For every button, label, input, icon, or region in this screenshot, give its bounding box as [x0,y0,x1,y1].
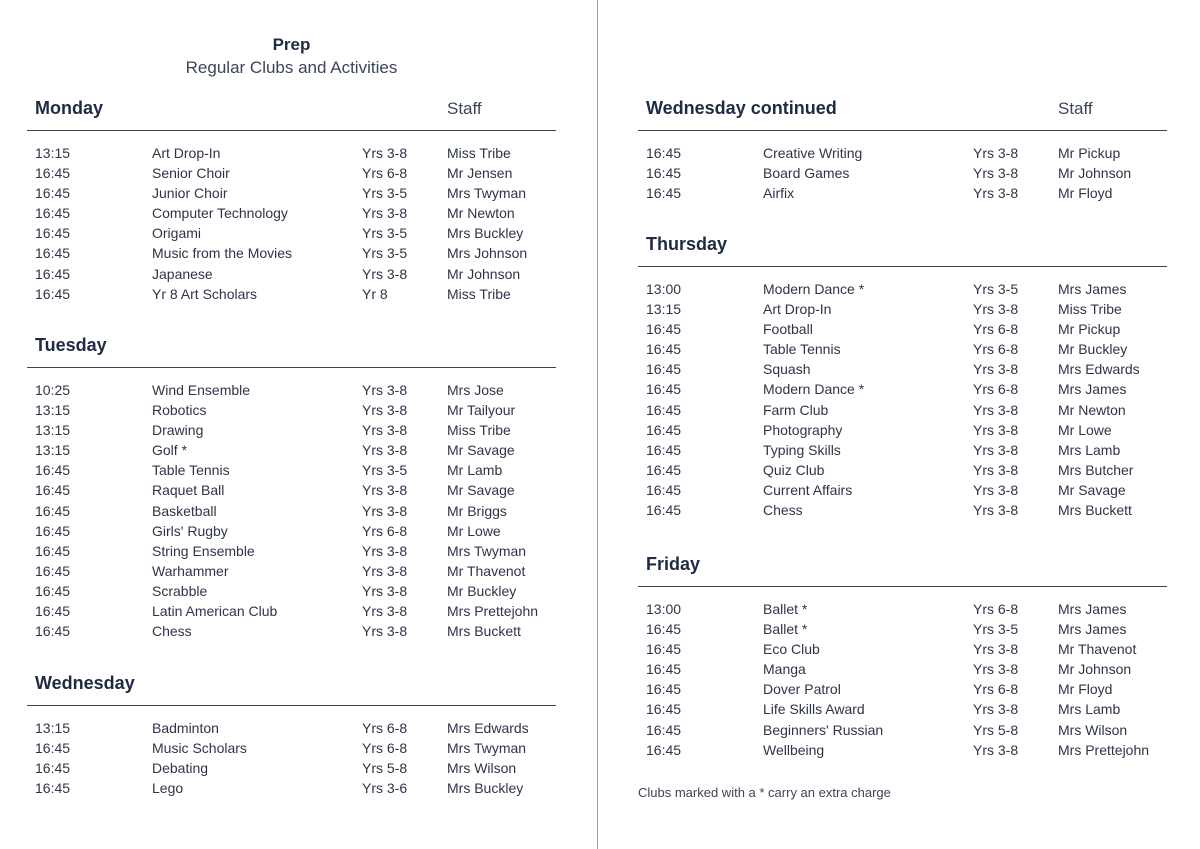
year-group-cell: Yrs 3-8 [973,165,1019,182]
club-cell: Computer Technology [152,205,288,222]
day-heading: Friday [646,554,701,574]
staff-column-heading: Staff [447,99,482,118]
year-group-cell: Yrs 3-8 [362,205,408,222]
day-heading: Monday [35,98,104,118]
day-heading: Wednesday [35,673,135,693]
section-tuesday [27,333,556,642]
activity-row [638,184,1167,204]
activity-row [27,381,556,401]
day-heading: Tuesday [35,335,107,355]
page-divider [597,0,598,849]
year-group-cell: Yrs 3-8 [973,401,1019,418]
staff-cell: Miss Tribe [447,285,511,302]
year-group-cell: Yrs 3-8 [362,542,408,559]
activity-list [638,131,1167,204]
time-cell: 16:45 [646,145,682,161]
staff-cell: Miss Tribe [447,422,511,439]
club-cell: Photography [763,421,843,438]
time-cell: 16:45 [646,165,682,182]
year-group-cell: Yrs 3-8 [973,301,1019,318]
club-cell: Latin American Club [152,603,278,620]
staff-cell: Mrs James [1058,281,1127,297]
staff-cell: Mr Buckley [447,582,517,599]
section-header [638,232,1167,267]
activity-row [27,244,556,264]
activity-row [27,602,556,622]
activity-row [27,542,556,562]
club-cell: Junior Choir [152,185,228,202]
year-group-cell: Yrs 3-8 [973,145,1019,161]
club-cell: String Ensemble [152,542,255,559]
activity-row [638,401,1167,421]
club-cell: Origami [152,225,202,242]
section-header [27,333,556,368]
time-cell: 16:45 [35,522,71,539]
club-cell: Quiz Club [763,461,825,478]
staff-cell: Mrs Wilson [1058,721,1128,738]
year-group-cell: Yrs 3-8 [362,422,408,439]
page-title: Prep [272,35,311,54]
activity-row [27,562,556,582]
year-group-cell: Yrs 3-5 [362,462,408,479]
section-friday [638,552,1167,761]
time-cell: 16:45 [35,265,71,282]
time-cell: 13:15 [646,301,682,318]
activity-row [27,779,556,799]
staff-cell: Mr Buckley [1058,341,1128,358]
time-cell: 16:45 [35,225,71,242]
activity-row [638,421,1167,441]
time-cell: 16:45 [646,661,682,678]
club-cell: Basketball [152,502,217,519]
activity-row [638,620,1167,640]
activity-row [27,461,556,481]
club-cell: Badminton [152,720,219,736]
activity-row [638,441,1167,461]
activity-list [27,706,556,799]
activity-row [638,320,1167,340]
time-cell: 16:45 [35,245,71,262]
year-group-cell: Yrs 6-8 [973,381,1019,398]
staff-column-heading: Staff [1058,99,1093,118]
staff-cell: Mrs James [1058,381,1127,398]
staff-cell: Mr Floyd [1058,185,1113,202]
activity-row [638,680,1167,700]
staff-cell: Mrs Butcher [1058,461,1134,478]
activity-row [638,600,1167,620]
time-cell: 13:15 [35,422,71,439]
club-cell: Squash [763,361,811,378]
year-group-cell: Yrs 6-8 [973,341,1019,358]
activity-row [27,481,556,501]
time-cell: 13:15 [35,145,71,161]
page-subtitle: Regular Clubs and Activities [185,58,398,77]
time-cell: 16:45 [35,562,71,579]
staff-cell: Miss Tribe [447,145,511,161]
staff-cell: Mr Thavenot [1058,641,1137,658]
year-group-cell: Yrs 3-8 [973,441,1019,458]
time-cell: 16:45 [35,285,71,302]
time-cell: 16:45 [35,502,71,519]
day-heading: Thursday [646,234,728,254]
staff-cell: Mr Jensen [447,165,513,182]
club-cell: Warhammer [152,562,229,579]
time-cell: 16:45 [35,205,71,222]
year-group-cell: Yr 8 [362,285,388,302]
staff-cell: Mr Thavenot [447,562,526,579]
year-group-cell: Yrs 3-8 [362,382,408,398]
activity-row [27,204,556,224]
staff-cell: Mr Newton [447,205,515,222]
activity-list [638,587,1167,761]
staff-cell: Miss Tribe [1058,301,1122,318]
staff-cell: Mrs Buckley [447,225,524,242]
section-header [27,671,556,706]
club-cell: Ballet * [763,601,808,617]
activity-row [27,265,556,285]
time-cell: 13:00 [646,281,682,297]
activity-row [638,700,1167,720]
time-cell: 16:45 [35,185,71,202]
time-cell: 16:45 [646,401,682,418]
club-cell: Chess [152,623,192,640]
year-group-cell: Yrs 6-8 [362,720,408,736]
staff-cell: Mrs Edwards [1058,361,1140,378]
club-cell: Music Scholars [152,740,247,757]
activity-row [27,719,556,739]
club-cell: Debating [152,760,209,777]
club-cell: Modern Dance * [763,381,865,398]
club-cell: Robotics [152,402,207,419]
staff-cell: Mr Savage [1058,481,1126,498]
time-cell: 16:45 [646,441,682,458]
staff-cell: Mrs Edwards [447,720,529,736]
activity-row [638,660,1167,680]
club-cell: Current Affairs [763,481,853,498]
time-cell: 13:15 [35,402,71,419]
time-cell: 16:45 [35,603,71,620]
time-cell: 16:45 [35,482,71,499]
year-group-cell: Yrs 3-8 [973,741,1019,758]
club-cell: Farm Club [763,401,829,418]
activity-row [638,380,1167,400]
club-cell: Wellbeing [763,741,825,758]
year-group-cell: Yrs 3-5 [973,621,1019,638]
time-cell: 16:45 [646,502,682,519]
club-cell: Drawing [152,422,204,439]
year-group-cell: Yrs 3-8 [973,421,1019,438]
staff-cell: Mrs Jose [447,382,504,398]
time-cell: 16:45 [646,681,682,698]
time-cell: 16:45 [646,701,682,718]
staff-cell: Mr Lowe [1058,421,1112,438]
activity-row [27,522,556,542]
staff-cell: Mr Pickup [1058,145,1121,161]
time-cell: 16:45 [646,721,682,738]
year-group-cell: Yrs 3-8 [362,265,408,282]
year-group-cell: Yrs 5-8 [362,760,408,777]
staff-cell: Mrs Prettejohn [1058,741,1150,758]
club-cell: Table Tennis [152,462,230,479]
club-cell: Senior Choir [152,165,230,182]
year-group-cell: Yrs 3-8 [973,502,1019,519]
year-group-cell: Yrs 5-8 [973,721,1019,738]
time-cell: 13:15 [35,720,71,736]
time-cell: 10:25 [35,382,71,398]
club-cell: Music from the Movies [152,245,293,262]
year-group-cell: Yrs 6-8 [362,740,408,757]
club-cell: Board Games [763,165,850,182]
time-cell: 16:45 [646,641,682,658]
year-group-cell: Yrs 3-8 [973,701,1019,718]
day-heading: Wednesday continued [646,98,837,118]
year-group-cell: Yrs 3-8 [973,461,1019,478]
club-cell: Table Tennis [763,341,841,358]
activity-row [638,144,1167,164]
staff-cell: Mrs Lamb [1058,701,1121,718]
activity-row [638,481,1167,501]
club-cell: Girls' Rugby [152,522,228,539]
year-group-cell: Yrs 6-8 [973,681,1019,698]
club-cell: Art Drop-In [152,145,221,161]
club-cell: Lego [152,780,184,797]
time-cell: 16:45 [35,165,71,182]
staff-cell: Mr Savage [447,442,515,459]
year-group-cell: Yrs 6-8 [362,165,408,182]
year-group-cell: Yrs 3-8 [362,582,408,599]
club-cell: Beginners' Russian [763,721,884,738]
footnote: Clubs marked with a * carry an extra charge [638,785,891,800]
time-cell: 16:45 [35,780,71,797]
year-group-cell: Yrs 6-8 [973,601,1019,617]
club-cell: Manga [763,661,806,678]
section-thursday [638,232,1167,521]
club-cell: Ballet * [763,621,808,638]
year-group-cell: Yrs 3-8 [362,402,408,419]
section-header [638,552,1167,587]
section-monday [27,96,556,305]
staff-cell: Mrs Buckett [1058,502,1132,519]
year-group-cell: Yrs 3-5 [973,281,1019,297]
staff-cell: Mrs Twyman [447,542,527,559]
activity-row [638,280,1167,300]
activity-list [27,368,556,642]
activity-row [27,582,556,602]
staff-cell: Mr Pickup [1058,321,1121,338]
activity-row [27,739,556,759]
staff-cell: Mrs Johnson [447,245,528,262]
year-group-cell: Yrs 3-5 [362,185,408,202]
staff-cell: Mrs Wilson [447,760,517,777]
title-block [27,34,556,80]
staff-cell: Mr Lowe [447,522,501,539]
activity-row [638,721,1167,741]
year-group-cell: Yrs 3-8 [973,361,1019,378]
year-group-cell: Yrs 3-8 [973,185,1019,202]
activity-row [27,144,556,164]
section-header [638,96,1167,131]
staff-cell: Mrs Twyman [447,740,527,757]
year-group-cell: Yrs 3-6 [362,780,408,797]
time-cell: 16:45 [646,741,682,758]
year-group-cell: Yrs 3-8 [362,482,408,499]
year-group-cell: Yrs 3-8 [973,661,1019,678]
staff-cell: Mr Lamb [447,462,503,479]
time-cell: 16:45 [646,621,682,638]
staff-cell: Mr Savage [447,482,515,499]
activity-row [638,461,1167,481]
staff-cell: Mrs Lamb [1058,441,1121,458]
club-cell: Raquet Ball [152,482,225,499]
time-cell: 16:45 [646,421,682,438]
club-cell: Airfix [763,185,795,202]
staff-cell: Mr Tailyour [447,402,516,419]
club-cell: Football [763,321,813,338]
time-cell: 16:45 [35,740,71,757]
club-cell: Chess [763,502,803,519]
year-group-cell: Yrs 3-8 [973,481,1019,498]
staff-cell: Mrs Buckett [447,623,521,640]
year-group-cell: Yrs 3-8 [362,623,408,640]
club-cell: Scrabble [152,582,208,599]
staff-cell: Mr Johnson [1058,661,1132,678]
activity-row [27,164,556,184]
club-cell: Japanese [152,265,213,282]
activity-row [27,622,556,642]
activity-row [27,224,556,244]
year-group-cell: Yrs 3-8 [362,603,408,620]
staff-cell: Mrs James [1058,601,1127,617]
year-group-cell: Yrs 6-8 [362,522,408,539]
year-group-cell: Yrs 3-8 [362,442,408,459]
staff-cell: Mr Johnson [1058,165,1132,182]
staff-cell: Mrs Prettejohn [447,603,539,620]
club-cell: Dover Patrol [763,681,841,698]
club-cell: Wind Ensemble [152,382,251,398]
time-cell: 16:45 [35,623,71,640]
time-cell: 16:45 [35,542,71,559]
activity-row [638,640,1167,660]
staff-cell: Mrs James [1058,621,1127,638]
staff-cell: Mr Johnson [447,265,521,282]
year-group-cell: Yrs 3-8 [973,641,1019,658]
activity-row [638,360,1167,380]
year-group-cell: Yrs 3-8 [362,562,408,579]
section-wednesday [27,671,556,799]
time-cell: 16:45 [35,462,71,479]
staff-cell: Mrs Twyman [447,185,527,202]
club-cell: Art Drop-In [763,301,832,318]
time-cell: 16:45 [646,461,682,478]
club-cell: Eco Club [763,641,820,658]
activity-row [638,340,1167,360]
year-group-cell: Yrs 3-5 [362,245,408,262]
year-group-cell: Yrs 3-8 [362,145,408,161]
time-cell: 13:00 [646,601,682,617]
activity-row [27,401,556,421]
staff-cell: Mr Floyd [1058,681,1113,698]
staff-cell: Mr Briggs [447,502,507,519]
time-cell: 16:45 [646,361,682,378]
club-cell: Typing Skills [763,441,841,458]
activity-row [27,184,556,204]
time-cell: 16:45 [646,321,682,338]
activity-row [27,759,556,779]
activity-row [638,501,1167,521]
club-cell: Golf * [152,442,188,459]
activity-row [27,502,556,522]
staff-cell: Mrs Buckley [447,780,524,797]
time-cell: 16:45 [35,582,71,599]
activity-row [638,741,1167,761]
time-cell: 16:45 [646,185,682,202]
section-wednesday-continued [638,96,1167,204]
year-group-cell: Yrs 6-8 [973,321,1019,338]
year-group-cell: Yrs 3-8 [362,502,408,519]
activity-list [27,131,556,305]
time-cell: 16:45 [646,341,682,358]
activity-row [27,421,556,441]
activity-row [638,300,1167,320]
year-group-cell: Yrs 3-5 [362,225,408,242]
activity-list [638,267,1167,521]
section-header [27,96,556,131]
time-cell: 16:45 [35,760,71,777]
club-cell: Modern Dance * [763,281,865,297]
time-cell: 16:45 [646,381,682,398]
staff-cell: Mr Newton [1058,401,1126,418]
club-cell: Yr 8 Art Scholars [152,285,258,302]
club-cell: Creative Writing [763,145,863,161]
activity-row [27,285,556,305]
activity-row [27,441,556,461]
club-cell: Life Skills Award [763,701,865,718]
time-cell: 16:45 [646,481,682,498]
time-cell: 13:15 [35,442,71,459]
activity-row [638,164,1167,184]
